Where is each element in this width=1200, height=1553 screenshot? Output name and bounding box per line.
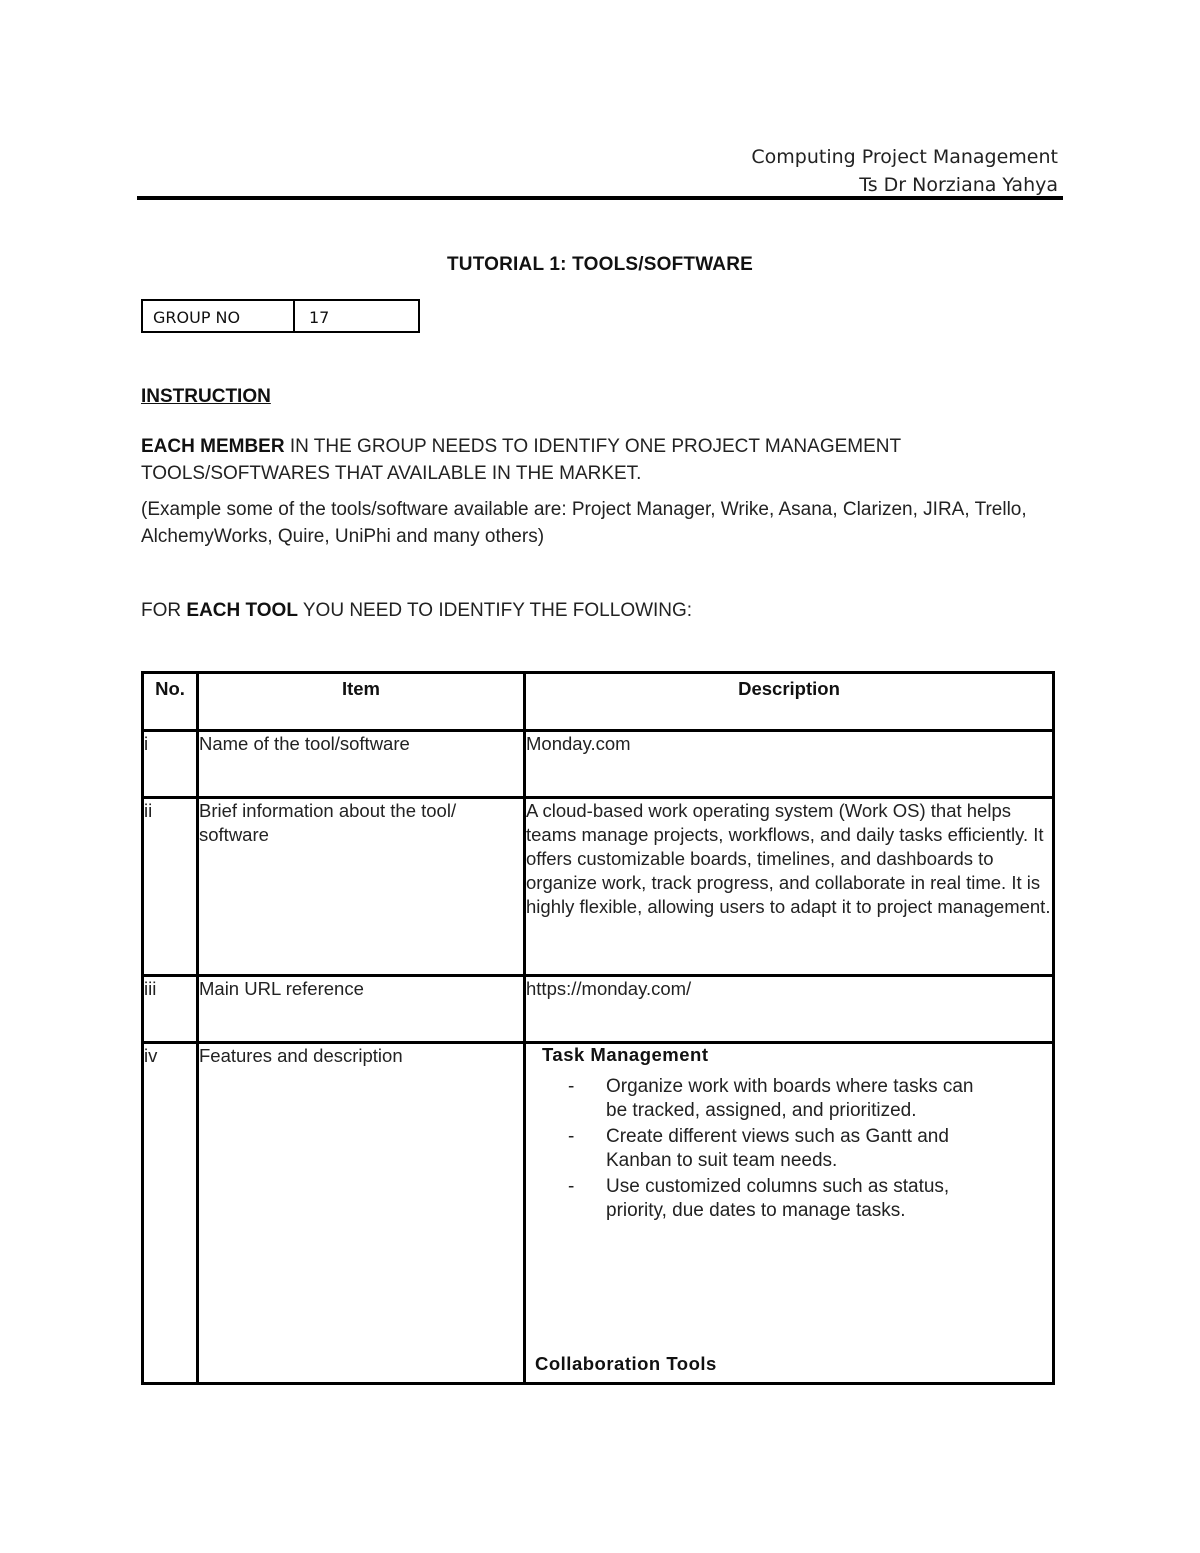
row-no: iv xyxy=(143,1043,198,1384)
row-description: A cloud-based work operating system (Work OS) that helps teams manage projects, workflows, and daily tasks efficiently. It offers customizable boards, timelines, and dashboards to organize work, track progress, and collaborate in real time. It is highly flexible, allowing users to adapt it to project management. xyxy=(525,798,1054,976)
instruction-heading: INSTRUCTION xyxy=(141,386,271,407)
features-heading: Task Management xyxy=(542,1044,709,1065)
row-description xyxy=(525,1043,1054,1384)
lecturer-name: Ts Dr Norziana Yahya xyxy=(859,174,1058,196)
row-item: Brief information about the tool/ software xyxy=(198,798,525,976)
table-row xyxy=(143,798,1054,976)
table-row xyxy=(143,976,1054,1043)
page-title: TUTORIAL 1: TOOLS/SOFTWARE xyxy=(446,254,754,275)
row-no: iii xyxy=(143,976,198,1043)
row-description: https://monday.com/ xyxy=(525,976,1054,1043)
instruction-text: IN THE GROUP NEEDS TO IDENTIFY ONE PROJECT MANAGEMENT TOOLS/SOFTWARES THAT AVAILABLE IN THE MARKET. xyxy=(141,436,901,484)
instruction-example: (Example some of the tools/software available are: Project Manager, Wrike, Asana, Clarizen, JIRA, Trello, AlchemyWorks, Quire, UniPhi and many others) xyxy=(141,499,1027,547)
collaboration-heading: Collaboration Tools xyxy=(535,1353,717,1374)
list-item xyxy=(542,1075,992,1123)
bullet-dash: - xyxy=(568,1176,575,1197)
group-number-box xyxy=(141,299,420,333)
row-item: Main URL reference xyxy=(198,976,525,1043)
list-item-text: Organize work with boards where tasks can be tracked, assigned, and prioritized. xyxy=(606,1076,974,1121)
row-item: Name of the tool/software xyxy=(198,731,525,798)
list-item-text: Create different views such as Gantt and Kanban to suit team needs. xyxy=(606,1126,949,1171)
features-list xyxy=(542,1075,992,1225)
header-no: No. xyxy=(143,673,198,731)
table-header-row xyxy=(143,673,1054,731)
instruction-prefix: FOR xyxy=(141,600,187,621)
row-item: Features and description xyxy=(198,1043,525,1384)
bullet-dash: - xyxy=(568,1126,575,1147)
course-name: Computing Project Management xyxy=(751,146,1058,168)
header-description: Description xyxy=(525,673,1054,731)
instruction-text-2: YOU NEED TO IDENTIFY THE FOLLOWING: xyxy=(297,600,693,621)
list-item xyxy=(542,1125,992,1173)
page-header xyxy=(751,143,1058,199)
instruction-emphasis-2: EACH TOOL xyxy=(186,600,298,621)
group-value: 17 xyxy=(309,308,330,327)
features-cell xyxy=(526,1044,1052,1379)
row-description: Monday.com xyxy=(525,731,1054,798)
header-divider xyxy=(137,196,1063,200)
row-no: ii xyxy=(143,798,198,976)
header-item: Item xyxy=(198,673,525,731)
instruction-paragraph-1 xyxy=(141,433,1041,487)
list-item xyxy=(542,1175,992,1223)
bullet-dash: - xyxy=(568,1076,575,1097)
instruction-paragraph-3 xyxy=(141,597,1041,624)
tool-table xyxy=(141,671,1055,1385)
table-row xyxy=(143,1043,1054,1384)
list-item-text: Use customized columns such as status, priority, due dates to manage tasks. xyxy=(606,1176,950,1221)
row-no: i xyxy=(143,731,198,798)
instruction-emphasis: EACH MEMBER xyxy=(141,436,285,457)
table-row xyxy=(143,731,1054,798)
group-label: GROUP NO xyxy=(143,301,295,331)
